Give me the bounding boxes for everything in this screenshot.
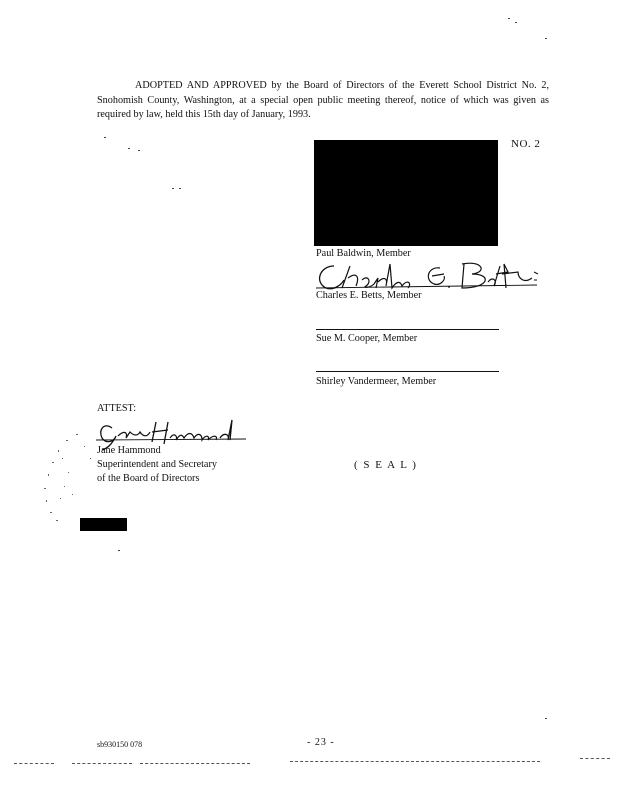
redacted-mark <box>80 518 127 531</box>
scan-edge-line <box>14 763 54 765</box>
scan-speck <box>508 18 510 19</box>
redacted-signature-block <box>314 140 498 246</box>
betts-signature <box>312 258 542 294</box>
signatory-baldwin: Paul Baldwin, Member <box>316 248 411 259</box>
attest-name: Jane Hammond <box>97 445 161 456</box>
scan-speck <box>515 22 517 23</box>
scan-speck <box>172 188 174 189</box>
embossed-seal-marks <box>36 428 106 528</box>
signatory-cooper: Sue M. Cooper, Member <box>316 333 418 344</box>
scan-speck <box>128 148 130 149</box>
scan-edge-line <box>290 761 540 763</box>
scan-speck <box>138 150 140 151</box>
scan-edge-line <box>580 758 610 760</box>
attest-title-line-1: Superintendent and Secretary <box>97 459 217 470</box>
seal-label: ( S E A L ) <box>354 459 418 471</box>
scan-speck <box>545 718 547 719</box>
signature-line-cooper <box>316 329 499 330</box>
scan-edge-line <box>140 763 250 765</box>
signature-line-vandermeer <box>316 371 499 372</box>
file-code: sb930150 078 <box>97 740 143 749</box>
scan-speck <box>118 550 120 551</box>
document-number: NO. 2 <box>511 138 541 150</box>
attest-title-line-2: of the Board of Directors <box>97 473 200 484</box>
attest-label: ATTEST: <box>97 403 137 414</box>
scan-edge-line <box>72 763 132 765</box>
signatory-vandermeer: Shirley Vandermeer, Member <box>316 376 437 387</box>
signatory-betts: Charles E. Betts, Member <box>316 290 422 301</box>
scan-speck <box>545 38 547 39</box>
page-number: - 23 - <box>307 737 335 748</box>
scan-speck <box>104 137 106 138</box>
scan-speck <box>179 188 181 189</box>
resolution-paragraph: ADOPTED AND APPROVED by the Board of Directors of the Everett School District No. 2, Snohomish County, Washington, at a special open public meeting thereof, notice of which was given as required by law, held this 15th day of January, 1993. <box>97 80 549 120</box>
